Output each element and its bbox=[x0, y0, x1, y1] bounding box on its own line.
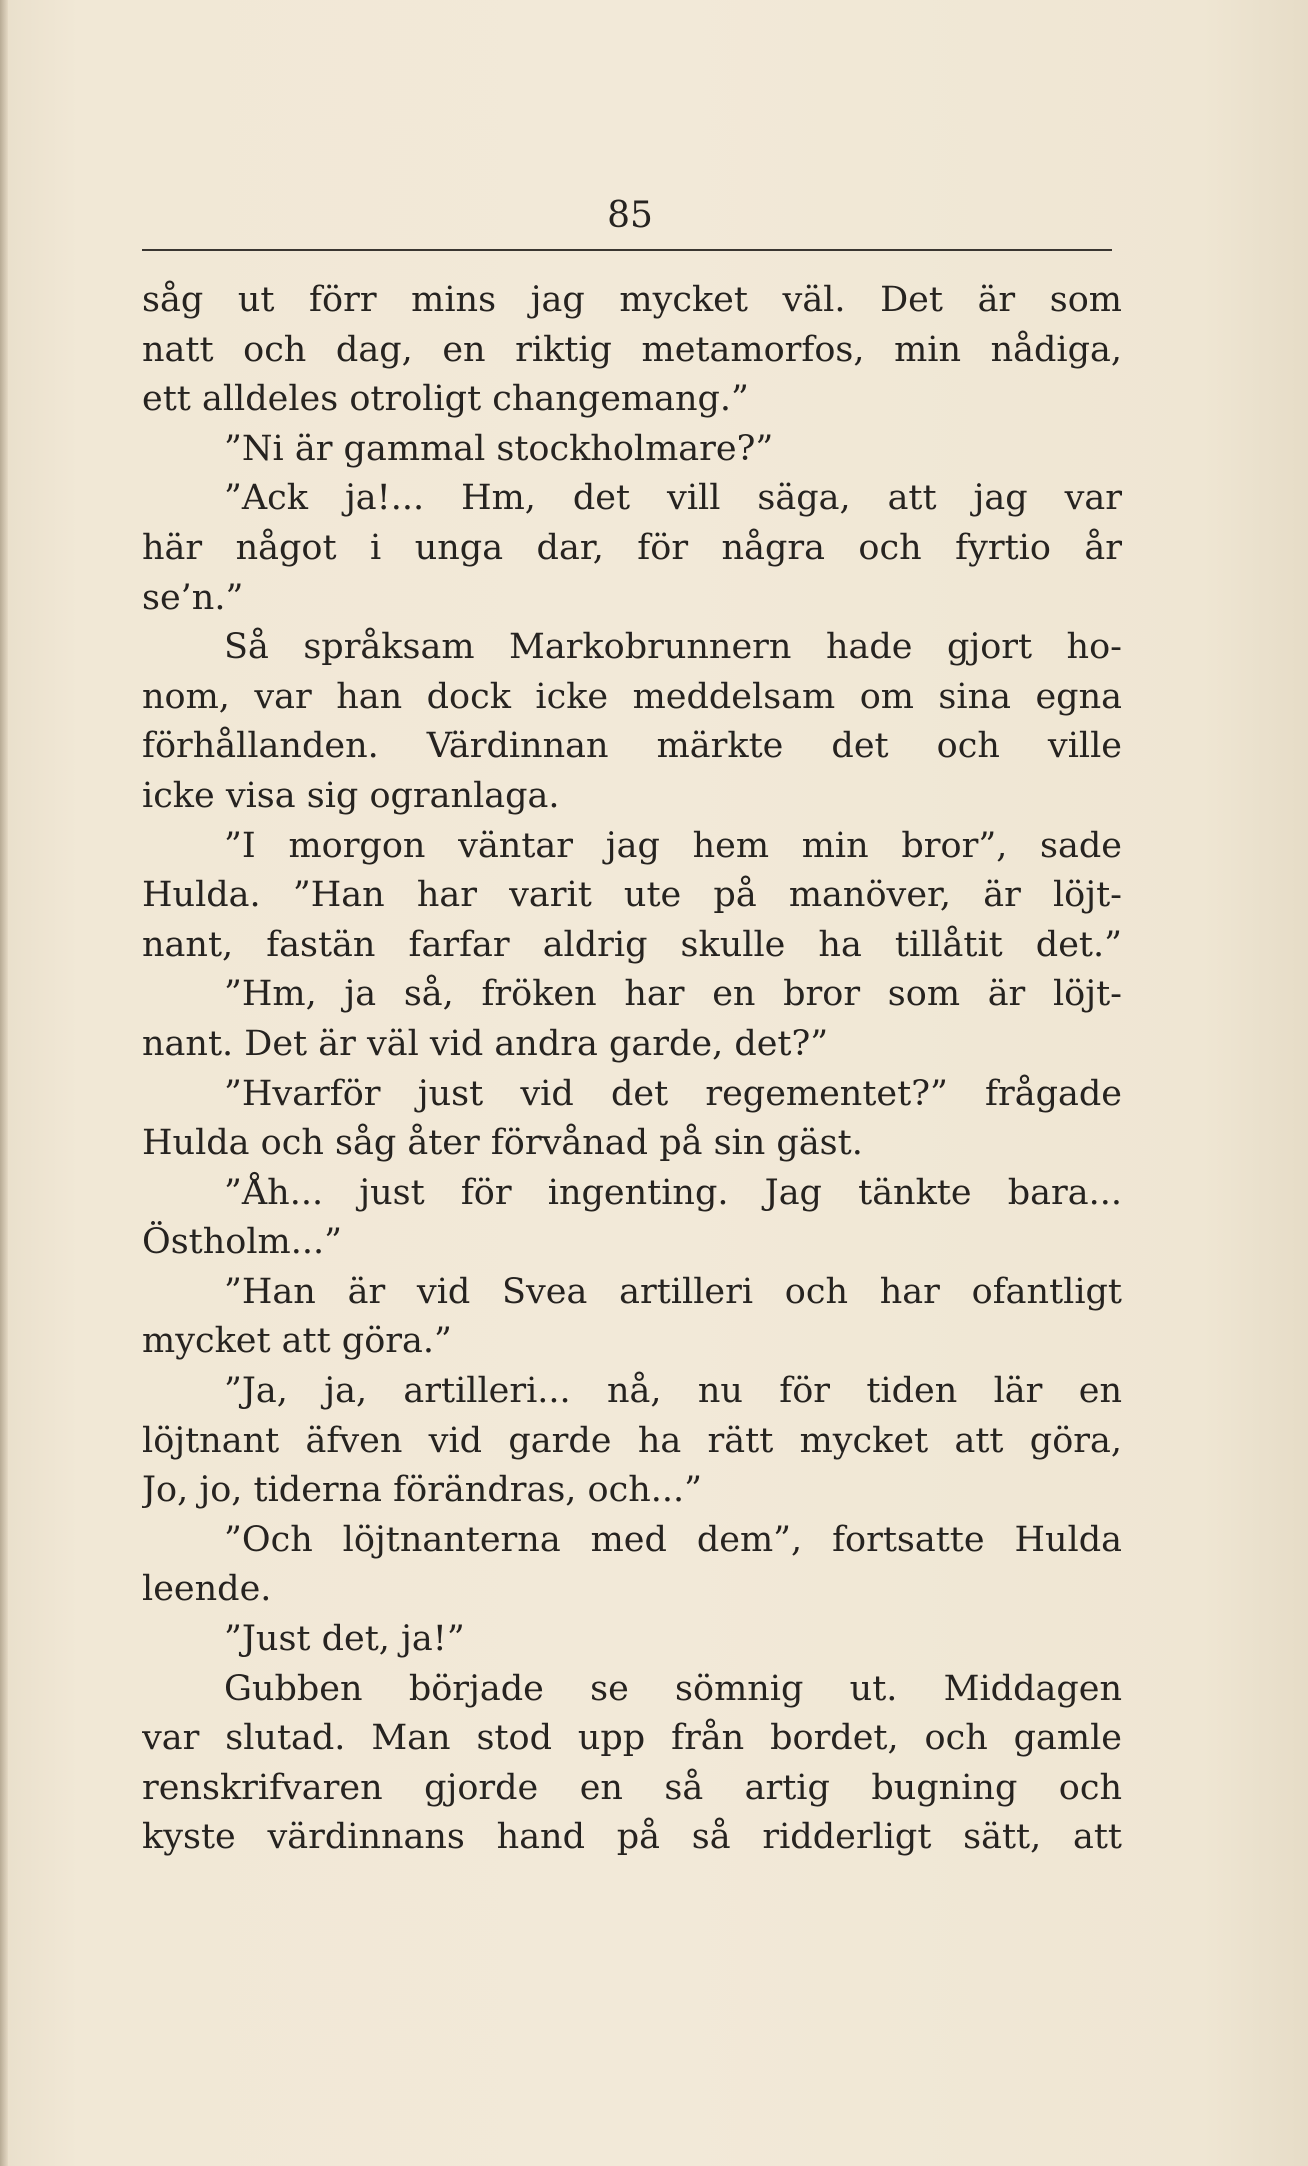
text-line: ”Åh... just för ingenting. Jag tänkte bara... bbox=[224, 1172, 1122, 1213]
text-line: nant, fastän farfar aldrig skulle ha tillåtit det.” bbox=[142, 924, 1122, 965]
text-line: här något i unga dar, för några och fyrtio år bbox=[142, 527, 1122, 568]
text-line: renskrifvaren gjorde en så artig bugning och bbox=[142, 1767, 1122, 1808]
body-text bbox=[142, 276, 1122, 1863]
text-line: ”Hm, ja så, fröken har en bror som är löjt- bbox=[224, 974, 1122, 1015]
text-line: löjtnant äfven vid garde ha rätt mycket att göra, bbox=[142, 1420, 1122, 1461]
text-line: nom, var han dock icke meddelsam om sina egna bbox=[142, 676, 1122, 717]
text-line: förhållanden. Värdinnan märkte det och ville bbox=[142, 726, 1122, 767]
text-line: ”Just det, ja!” bbox=[224, 1619, 465, 1660]
text-line: Gubben började se sömnig ut. Middagen bbox=[224, 1668, 1122, 1709]
text-line: ”Ja, ja, artilleri... nå, nu för tiden lär en bbox=[224, 1371, 1122, 1412]
text-line: ”Hvarför just vid det regementet?” frågade bbox=[224, 1073, 1122, 1114]
text-line: ”Ni är gammal stockholmare?” bbox=[224, 428, 774, 469]
text-line: ”Ack ja!... Hm, det vill säga, att jag var bbox=[224, 478, 1122, 519]
header-rule bbox=[142, 249, 1112, 251]
text-line: kyste värdinnans hand på så ridderligt sätt, att bbox=[142, 1817, 1122, 1858]
text-line: ett alldeles otroligt changemang.” bbox=[142, 379, 749, 420]
text-line: natt och dag, en riktig metamorfos, min nådiga, bbox=[142, 329, 1122, 370]
text-line: mycket att göra.” bbox=[142, 1321, 452, 1362]
text-line: Östholm...” bbox=[142, 1222, 342, 1263]
text-line: ”Han är vid Svea artilleri och har ofantligt bbox=[224, 1271, 1122, 1312]
text-line: Jo, jo, tiderna förändras, och...” bbox=[142, 1470, 703, 1511]
text-line: leende. bbox=[142, 1569, 272, 1610]
text-line: ”Och löjtnanterna med dem”, fortsatte Hulda bbox=[224, 1519, 1122, 1560]
page-left-edge bbox=[0, 0, 8, 2166]
text-line: Hulda. ”Han har varit ute på manöver, är löjt- bbox=[142, 875, 1122, 916]
text-line: se’n.” bbox=[142, 577, 244, 618]
text-line: Hulda och såg åter förvånad på sin gäst. bbox=[142, 1123, 863, 1164]
text-line: ”I morgon väntar jag hem min bror”, sade bbox=[224, 825, 1122, 866]
text-line: såg ut förr mins jag mycket väl. Det är som bbox=[142, 280, 1122, 320]
text-line: var slutad. Man stod upp från bordet, och gamle bbox=[142, 1718, 1122, 1759]
text-line: Så språksam Markobrunnern hade gjort ho- bbox=[224, 627, 1122, 668]
page-number: 85 bbox=[607, 195, 653, 236]
text-line: nant. Det är väl vid andra garde, det?” bbox=[142, 1023, 829, 1064]
text-line: icke visa sig ogranlaga. bbox=[142, 775, 560, 816]
